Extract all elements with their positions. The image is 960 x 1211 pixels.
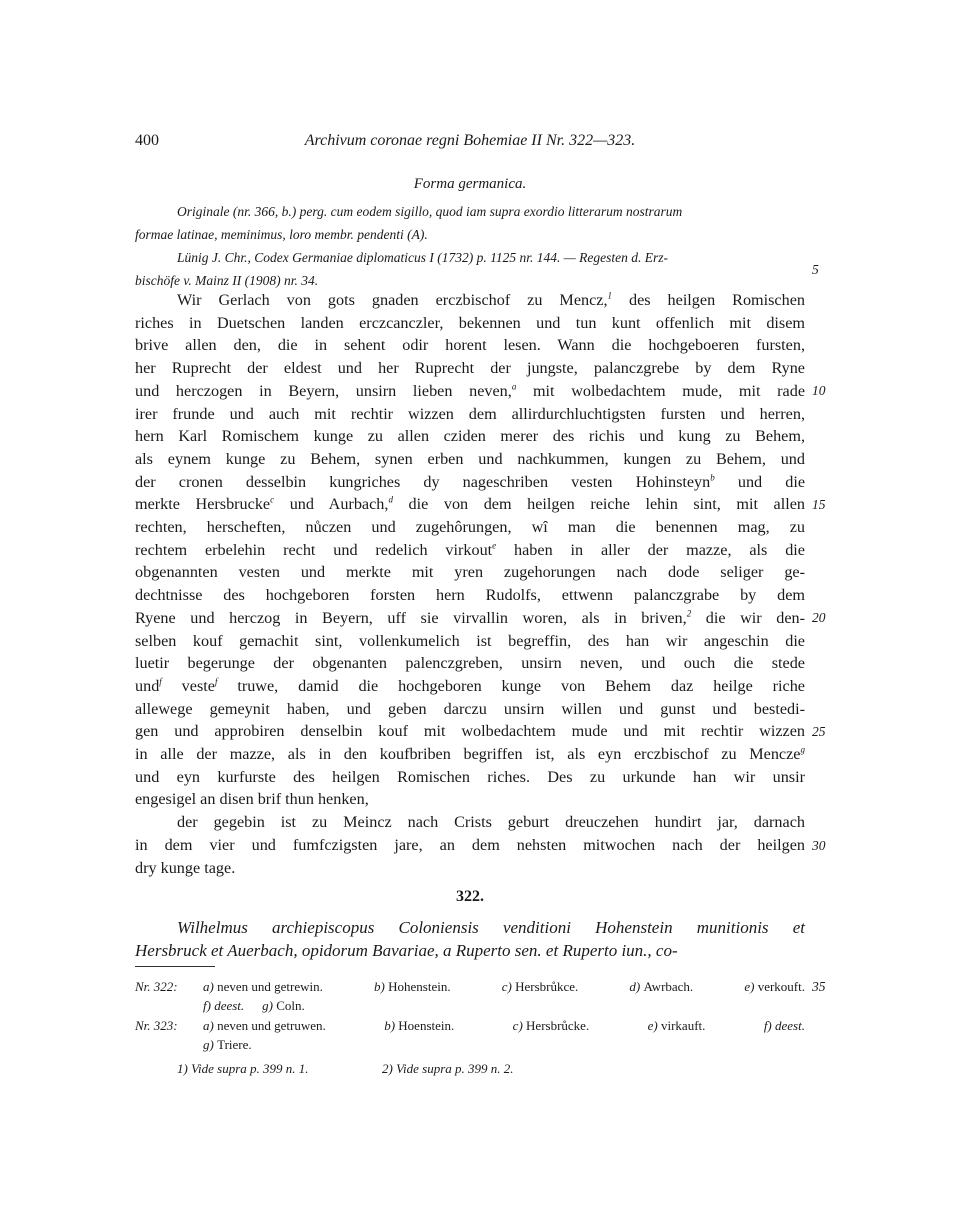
apparatus-entry: c) Hersbrůcke. xyxy=(512,1018,590,1033)
source-line: Lünig J. Chr., Codex Germaniae diplomaticus I (1732) p. 1125 nr. 144. — Regesten d. Erz- xyxy=(177,250,668,265)
body-line: und eyn kurfurste des heilgen Romischen riches. Des zu urkunde han wir unsir xyxy=(135,767,805,786)
body-line: allewege gemeynit haben, und geben darczu unsirn willen und gunst und bestedi- xyxy=(135,699,805,718)
apparatus-entry: a) neven und getruwen. xyxy=(203,1018,326,1033)
running-title: Archivum coronae regni Bohemiae II Nr. 322—323. xyxy=(304,132,636,149)
apparatus-entry: g) Triere. xyxy=(203,1037,252,1052)
line-number: 35 xyxy=(812,979,826,994)
footnote-1: 1) Vide supra p. 399 n. 1. xyxy=(177,1061,309,1076)
body-line: irer frunde und auch mit rechtir wizzen dem allirdurchluchtigsten fursten und herren, xyxy=(135,404,805,423)
apparatus-entry: e) virkauft. xyxy=(647,1018,706,1033)
line-number: 30 xyxy=(812,838,826,853)
line-number: 25 xyxy=(812,724,826,739)
regest-line: Hersbruck et Auerbach, opidorum Bavariae, a Ruperto sen. et Ruperto iun., co- xyxy=(135,941,678,960)
apparatus-label: Nr. 322: xyxy=(135,979,178,994)
body-line: dechtnisse des hochgeboren forsten hern Rudolfs, ettwenn palanczgrabe by dem xyxy=(135,586,805,605)
line-number: 20 xyxy=(812,610,826,625)
body-line: rechten, herscheften, nůczen und zugehôrungen, wî man die benennen mag, zu xyxy=(135,518,805,537)
body-line: engesigel an disen brif thun henken, xyxy=(135,790,369,809)
apparatus-323 xyxy=(135,1016,805,1056)
source-line: formae latinae, meminimus, loro membr. pendenti (A). xyxy=(135,227,428,242)
apparatus-entry: b) Hoenstein. xyxy=(384,1018,455,1033)
apparatus-entry: f) deest. xyxy=(203,998,245,1013)
apparatus-items xyxy=(203,1016,805,1035)
footnote-2: 2) Vide supra p. 399 n. 2. xyxy=(382,1061,514,1076)
body-line: Ryene und herczog in Beyern, uff sie virvallin woren, als in briven,$^2$ die wir den- xyxy=(135,608,805,627)
footnote-rule xyxy=(135,966,215,967)
apparatus-entry: e) verkouft. xyxy=(744,979,805,994)
body-line: brive allen den, die in sehent odir horent lesen. Wann die hochgeboeren fursten, xyxy=(135,336,805,355)
line-number: 10 xyxy=(812,383,826,398)
body-line: rechtem erbelehin recht und redelich virkout$^e$ haben in aller der mazze, als die xyxy=(135,540,805,559)
apparatus-items-line2 xyxy=(203,1035,270,1054)
source-description xyxy=(135,200,805,292)
section-number: 322. xyxy=(456,888,484,905)
apparatus-322 xyxy=(135,977,805,1017)
body-line: gen und approbiren denselbin kouf mit wolbedachtem mude und mit rechtir wizzen xyxy=(135,722,805,741)
body-line: her Ruprecht der eldest und her Ruprecht der jungste, palanczgrebe by dem Ryne xyxy=(135,359,805,378)
source-line: bischöfe v. Mainz II (1908) nr. 34. xyxy=(135,273,319,288)
body-line: Wir Gerlach von gots gnaden erczbischof zu Mencz,$^1$ des heilgen Romischen xyxy=(177,290,805,309)
body-line: hern Karl Romischem kunge zu allen cziden merer des richis und kung zu Behem, xyxy=(135,427,805,446)
form-heading: Forma germanica. xyxy=(413,176,527,192)
body-line: merkte Hersbrucke$^c$ und Aurbach,$^d$ die von dem heilgen reiche lehin sint, mit allen xyxy=(135,494,805,514)
page-number: 400 xyxy=(135,132,159,149)
apparatus-items xyxy=(203,977,805,996)
body-line: dry kunge tage. xyxy=(135,858,236,877)
body-line: luetir begerunge der obgenanten palenczgreben, unsirn neven, und ouch die stede xyxy=(135,654,805,673)
source-line: Originale (nr. 366, b.) perg. cum eodem sigillo, quod iam supra exordio litterarum nostrarum xyxy=(177,204,683,219)
body-line: selben kouf gemachit sint, vollenkumelich ist begreffin, des han wir angeschin die xyxy=(135,631,805,650)
apparatus-entry: g) Coln. xyxy=(262,998,305,1013)
body-line: in dem vier und fumfczigsten jare, an dem nehsten mitwochen nach der heilgen xyxy=(135,835,805,854)
apparatus-entry: c) Hersbrůkce. xyxy=(501,979,579,994)
regest xyxy=(135,916,805,962)
apparatus-entry: a) neven und getrewin. xyxy=(203,979,323,994)
body-line: der gegebin ist zu Meincz nach Crists geburt dreuczehen hundirt jar, darnach xyxy=(177,813,805,832)
line-number: 15 xyxy=(812,497,826,512)
body-line: und herczogen in Beyern, unsirn lieben neven,$^a$ mit wolbedachtem mude, mit rade xyxy=(135,381,805,400)
body-line: obgenannten vesten und merkte mit yren zugehorungen nach dode seliger ge- xyxy=(135,563,805,582)
line-number: 5 xyxy=(812,262,819,277)
body-line: in alle der mazze, als in den koufbriben begriffen ist, als eyn erczbischof zu Mencze$^g$ xyxy=(135,744,805,764)
apparatus-entry: b) Hohenstein. xyxy=(374,979,451,994)
apparatus-items-line2 xyxy=(203,996,323,1015)
apparatus-entry: d) Awrbach. xyxy=(629,979,694,994)
body-line: der cronen desselbin kungriches dy nageschriben vesten Hohinsteyn$^b$ und die xyxy=(135,472,806,491)
apparatus-entry: f) deest. xyxy=(763,1018,805,1033)
body-line: als eynem kunge zu Behem, synen erben und nachkummen, kungen zu Behem, und xyxy=(135,449,805,468)
body-line: und$^f$ veste$^f$ truwe, damid die hochgeboren kunge von Behem daz heilge riche xyxy=(135,676,805,695)
apparatus-label: Nr. 323: xyxy=(135,1018,178,1033)
regest-line: Wilhelmus archiepiscopus Coloniensis venditioni Hohenstein munitionis et xyxy=(177,918,805,937)
page-header xyxy=(135,132,805,154)
document-body xyxy=(135,289,805,879)
body-line: riches in Duetschen landen erczcanczler, bekennen und tun kunt offenlich mit disem xyxy=(135,313,805,332)
